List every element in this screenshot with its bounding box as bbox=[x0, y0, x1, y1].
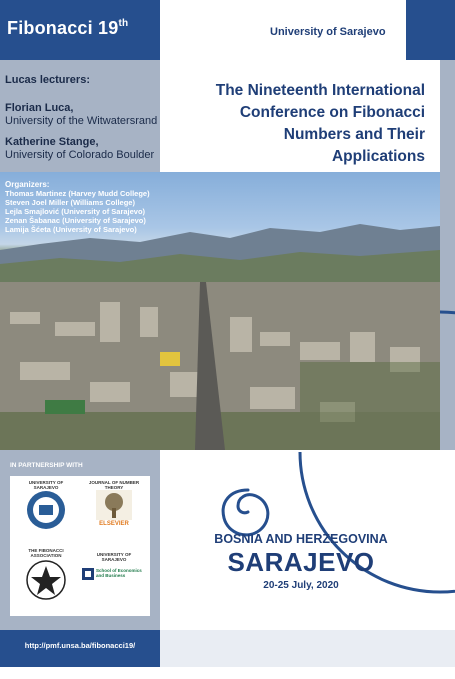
partner-logos-card bbox=[10, 476, 150, 616]
partners-heading: IN PARTNERSHIP WITH bbox=[10, 462, 83, 469]
conference-title-line: Conference on Fibonacci bbox=[239, 104, 425, 121]
lecturer-affiliation: University of Colorado Boulder bbox=[5, 149, 155, 161]
partner-caption: UNIVERSITY OF SARAJEVO bbox=[28, 480, 64, 490]
lecturer-name: Katherine Stange, bbox=[5, 136, 99, 148]
footer-link-block bbox=[0, 630, 160, 667]
school-logo-icon bbox=[82, 568, 94, 580]
conference-title-line: The Nineteenth International bbox=[215, 82, 425, 99]
location-country: BOSNIA AND HERZEGOVINA bbox=[214, 532, 388, 546]
organizer-item: Lejla Smajlović (University of Sarajevo) bbox=[5, 207, 146, 216]
partner-caption: JOURNAL OF NUMBER THEORY bbox=[88, 480, 140, 490]
organizers-heading: Organizers: bbox=[5, 180, 50, 189]
elsevier-tree-icon bbox=[96, 490, 132, 520]
header-title-block bbox=[0, 0, 160, 60]
lecturer-affiliation: University of the Witwatersrand bbox=[5, 115, 158, 127]
fibonacci-association-star-icon bbox=[26, 560, 66, 600]
event-url-link[interactable]: http://pmf.unsa.ba/fibonacci19/ bbox=[24, 641, 136, 650]
conference-title-line: Applications bbox=[331, 148, 425, 165]
partner-caption: ELSEVIER bbox=[99, 521, 129, 527]
lecturers-heading: Lucas lecturers: bbox=[5, 74, 90, 86]
event-title: Fibonacci 19th bbox=[7, 18, 129, 38]
event-dates: 20-25 July, 2020 bbox=[263, 580, 339, 591]
lecturers-panel bbox=[0, 60, 160, 172]
partner-caption: UNIVERSITY OF SARAJEVO bbox=[96, 552, 132, 562]
partner-caption: THE FIBONACCI ASSOCIATION bbox=[28, 548, 64, 558]
organizer-item: Steven Joel Miller (Williams College) bbox=[5, 198, 135, 207]
organizer-item: Thomas Martinez (Harvey Mudd College) bbox=[5, 189, 150, 198]
organizer-item: Lamija Šćeta (University of Sarajevo) bbox=[5, 225, 137, 234]
organizer-item: Zenan Šabanac (University of Sarajevo) bbox=[5, 216, 146, 225]
footer-right-strip bbox=[160, 630, 455, 667]
university-seal-icon bbox=[26, 490, 66, 530]
lecturer-name: Florian Luca, bbox=[5, 102, 74, 114]
header-university-block bbox=[160, 0, 455, 60]
conference-title bbox=[160, 60, 425, 172]
header-edge-stripe bbox=[406, 0, 455, 60]
partners-panel bbox=[0, 450, 160, 630]
university-name: University of Sarajevo bbox=[270, 26, 386, 38]
conference-title-line: Numbers and Their bbox=[283, 126, 425, 143]
partner-caption: School of Economics and Business bbox=[96, 568, 142, 578]
location-city: SARAJEVO bbox=[227, 547, 375, 577]
